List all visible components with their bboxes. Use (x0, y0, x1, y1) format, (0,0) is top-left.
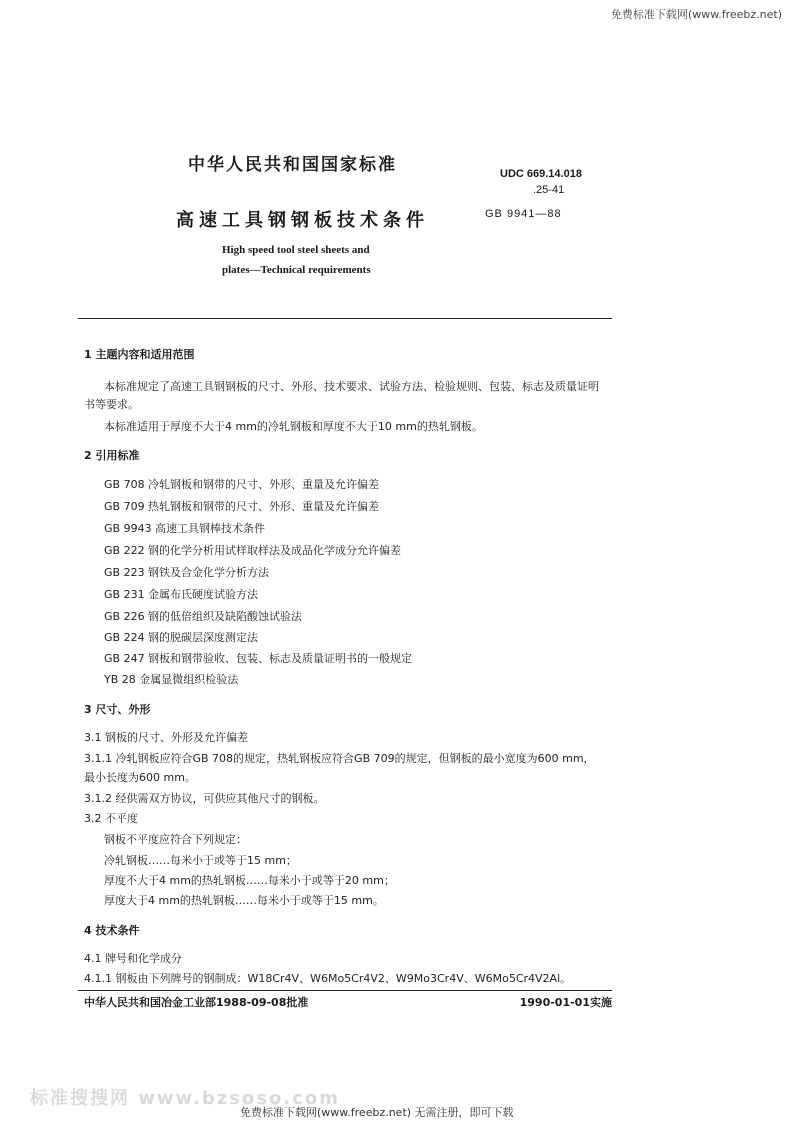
section-heading: 1 主题内容和适用范围 (84, 348, 195, 361)
reference-item: GB 708 冷轧钢板和钢带的尺寸、外形、重量及允许偏差 (104, 478, 380, 491)
watermark: 标准搜搜网 www.bzsoso.com (30, 1088, 340, 1109)
paragraph: 冷轧钢板……每米小于或等于15 mm； (104, 854, 297, 867)
reference-item: GB 9943 高速工具钢棒技术条件 (104, 522, 266, 535)
reference-item: GB 226 钢的低倍组织及缺陷酸蚀试验法 (104, 610, 303, 623)
english-title-line1: High speed tool steel sheets and (222, 244, 370, 256)
gb-code: GB 9941—88 (485, 208, 562, 220)
section-heading: 3 尺寸、外形 (84, 703, 151, 716)
footer-divider (78, 990, 612, 991)
paragraph: 本标准适用于厚度不大于4 mm的冷轧钢板和厚度不大于10 mm的热轧钢板。 (104, 420, 483, 433)
paragraph: 3.1.1 冷轧钢板应符合GB 708的规定，热轧钢板应符合GB 709的规定，但钢板的最小宽度为600 mm， (84, 752, 595, 765)
reference-item: GB 247 钢板和钢带验收、包装、标志及质量证明书的一般规定 (104, 652, 413, 665)
document-title: 高速工具钢钢板技术条件 (176, 210, 429, 231)
paragraph: 书等要求。 (84, 398, 139, 411)
udc-code-suffix: .25-41 (533, 184, 565, 196)
site-url-header: 免费标准下载网(www.freebz.net) (610, 8, 782, 21)
header-divider (78, 318, 612, 319)
reference-item: GB 709 热轧钢板和钢带的尺寸、外形、重量及允许偏差 (104, 500, 380, 513)
subsection-heading: 4.1 牌号和化学成分 (84, 952, 182, 965)
reference-item: YB 28 金属显微组织检验法 (104, 673, 239, 686)
english-title-line2: plates—Technical requirements (222, 264, 371, 276)
paragraph: 厚度大于4 mm的热轧钢板……每米小于或等于15 mm。 (104, 894, 384, 907)
section-heading: 4 技术条件 (84, 924, 140, 937)
udc-code: UDC 669.14.018 (500, 168, 582, 180)
paragraph: 4.1.1 钢板由下列牌号的钢制成：W18Cr4V、W6Mo5Cr4V2、W9Mo3Cr4V、W6Mo5Cr4V2Al。 (84, 972, 572, 985)
paragraph: 3.1.2 经供需双方协议，可供应其他尺寸的钢板。 (84, 792, 325, 805)
standard-category: 中华人民共和国国家标准 (188, 155, 397, 175)
paragraph: 本标准规定了高速工具钢钢板的尺寸、外形、技术要求、试验方法、检验规则、包装、标志及质量证明 (104, 380, 599, 393)
reference-item: GB 224 钢的脱碳层深度测定法 (104, 631, 259, 644)
reference-item: GB 231 金属布氏硬度试验方法 (104, 588, 259, 601)
subsection-heading: 3.2 不平度 (84, 812, 138, 825)
reference-item: GB 223 钢铁及合金化学分析方法 (104, 566, 270, 579)
paragraph: 厚度不大于4 mm的热轧钢板……每米小于或等于20 mm； (104, 874, 395, 887)
approval-date: 中华人民共和国冶金工业部1988-09-08批准 (84, 996, 309, 1009)
site-url-footer: 免费标准下载网(www.freebz.net) 无需注册，即可下载 (240, 1106, 514, 1119)
paragraph: 最小长度为600 mm。 (84, 771, 196, 784)
section-heading: 2 引用标准 (84, 449, 140, 462)
subsection-heading: 3.1 钢板的尺寸、外形及允许偏差 (84, 731, 248, 744)
paragraph: 钢板不平度应符合下列规定： (104, 833, 247, 846)
effective-date: 1990-01-01实施 (519, 996, 612, 1009)
reference-item: GB 222 钢的化学分析用试样取样法及成品化学成分允许偏差 (104, 544, 402, 557)
